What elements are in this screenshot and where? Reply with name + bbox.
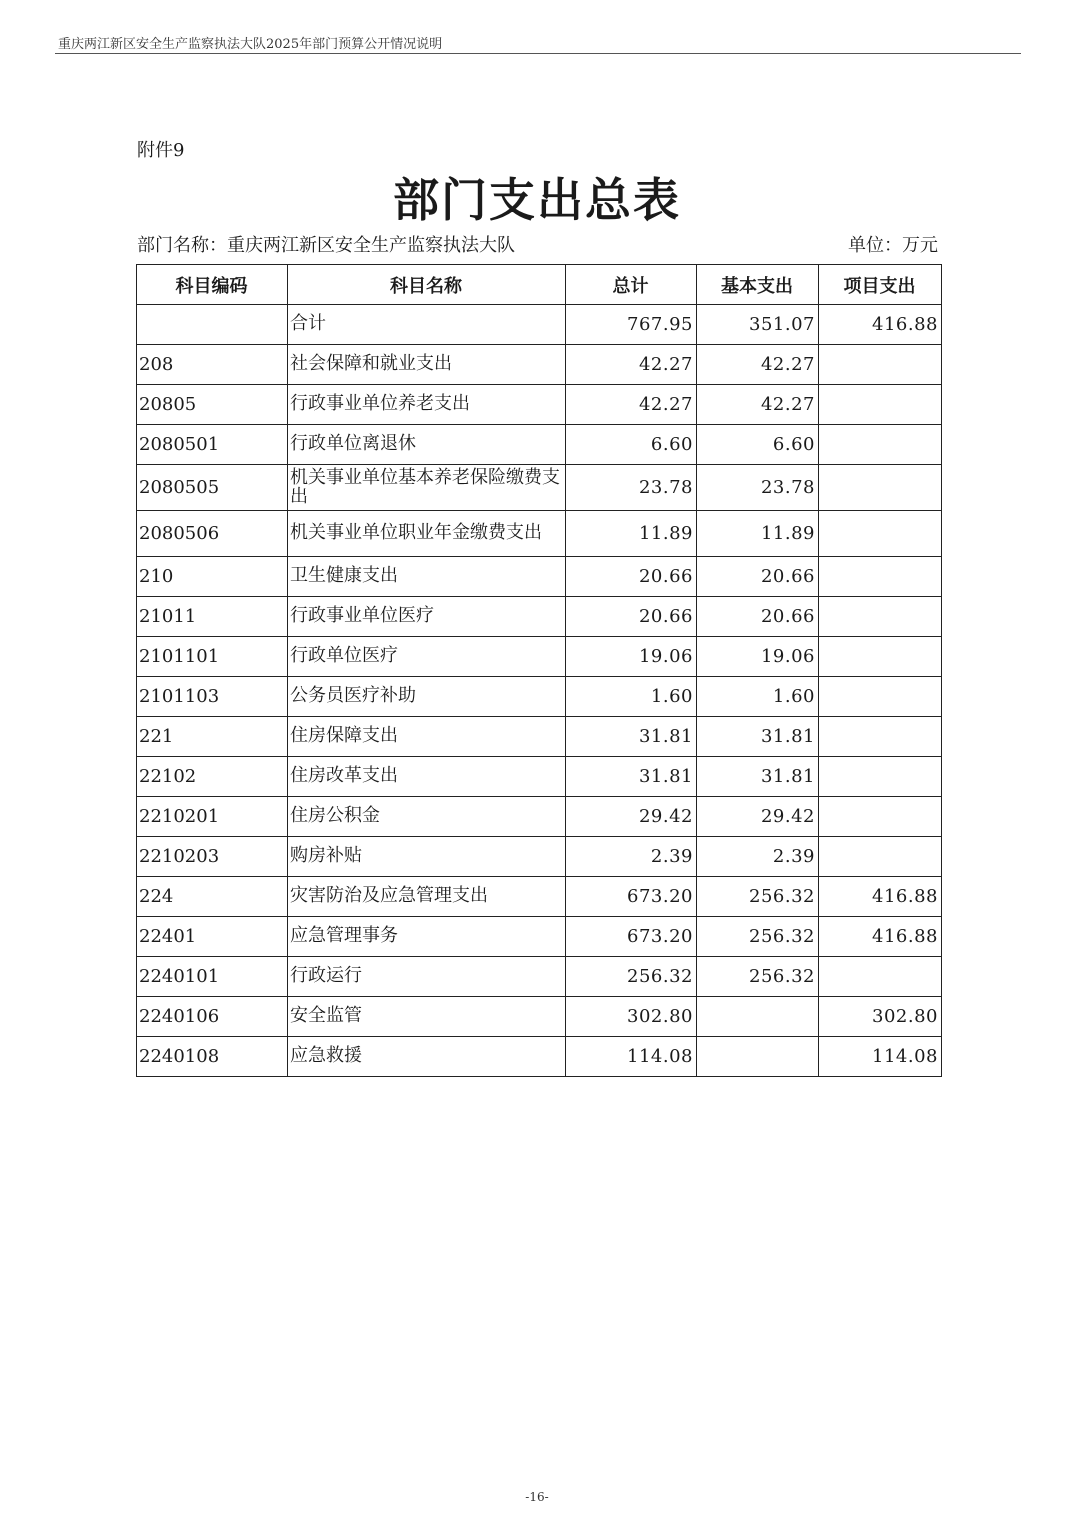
project-cell <box>819 957 942 997</box>
name-cell: 购房补贴 <box>288 837 566 877</box>
table-row <box>137 837 942 877</box>
table-row <box>137 557 942 597</box>
code-cell: 20805 <box>137 385 288 425</box>
header-name: 科目名称 <box>288 265 566 305</box>
code-cell: 224 <box>137 877 288 917</box>
expense-table <box>136 264 942 1077</box>
name-cell: 机关事业单位基本养老保险缴费支出 <box>288 465 566 511</box>
project-cell <box>819 637 942 677</box>
name-cell: 合计 <box>288 305 566 345</box>
total-cell: 31.81 <box>566 757 697 797</box>
project-cell <box>819 385 942 425</box>
project-cell <box>819 797 942 837</box>
name-cell: 住房改革支出 <box>288 757 566 797</box>
name-cell: 公务员医疗补助 <box>288 677 566 717</box>
table-row <box>137 511 942 557</box>
table-row <box>137 917 942 957</box>
project-cell <box>819 557 942 597</box>
table-row <box>137 385 942 425</box>
total-cell: 11.89 <box>566 511 697 557</box>
basic-cell: 1.60 <box>697 677 819 717</box>
basic-cell: 42.27 <box>697 345 819 385</box>
name-cell: 社会保障和就业支出 <box>288 345 566 385</box>
code-cell: 210 <box>137 557 288 597</box>
table-row <box>137 717 942 757</box>
code-cell: 2080506 <box>137 511 288 557</box>
total-cell: 19.06 <box>566 637 697 677</box>
table-row <box>137 637 942 677</box>
project-cell <box>819 717 942 757</box>
page-title: 部门支出总表 <box>393 173 681 227</box>
page-number: -16- <box>525 1490 549 1504</box>
code-cell <box>137 305 288 345</box>
basic-cell: 23.78 <box>697 465 819 511</box>
total-cell: 673.20 <box>566 877 697 917</box>
table-row <box>137 957 942 997</box>
code-cell: 2240101 <box>137 957 288 997</box>
name-cell: 行政运行 <box>288 957 566 997</box>
basic-cell: 11.89 <box>697 511 819 557</box>
basic-cell: 31.81 <box>697 757 819 797</box>
table-row <box>137 1037 942 1077</box>
header-basic: 基本支出 <box>697 265 819 305</box>
basic-cell: 351.07 <box>697 305 819 345</box>
unit-label: 单位：万元 <box>848 235 938 256</box>
total-cell: 42.27 <box>566 385 697 425</box>
table-row <box>137 797 942 837</box>
department-name: 部门名称：重庆两江新区安全生产监察执法大队 <box>137 235 515 256</box>
table-row <box>137 677 942 717</box>
project-cell <box>819 465 942 511</box>
basic-cell: 2.39 <box>697 837 819 877</box>
table-row <box>137 757 942 797</box>
basic-cell: 31.81 <box>697 717 819 757</box>
code-cell: 2080501 <box>137 425 288 465</box>
project-cell <box>819 677 942 717</box>
table-row <box>137 597 942 637</box>
code-cell: 22102 <box>137 757 288 797</box>
table-row <box>137 345 942 385</box>
project-cell <box>819 597 942 637</box>
name-cell: 住房公积金 <box>288 797 566 837</box>
table-row <box>137 877 942 917</box>
project-cell: 416.88 <box>819 305 942 345</box>
code-cell: 221 <box>137 717 288 757</box>
name-cell: 灾害防治及应急管理支出 <box>288 877 566 917</box>
basic-cell: 256.32 <box>697 917 819 957</box>
table-body <box>137 305 942 1077</box>
project-cell <box>819 757 942 797</box>
total-cell: 673.20 <box>566 917 697 957</box>
basic-cell: 19.06 <box>697 637 819 677</box>
total-cell: 20.66 <box>566 597 697 637</box>
basic-cell: 20.66 <box>697 557 819 597</box>
basic-cell: 256.32 <box>697 877 819 917</box>
basic-cell <box>697 997 819 1037</box>
header-divider <box>55 53 1021 54</box>
total-cell: 302.80 <box>566 997 697 1037</box>
header-code: 科目编码 <box>137 265 288 305</box>
running-header: 重庆两江新区安全生产监察执法大队2025年部门预算公开情况说明 <box>58 37 443 52</box>
basic-cell: 42.27 <box>697 385 819 425</box>
name-cell: 应急管理事务 <box>288 917 566 957</box>
code-cell: 2101103 <box>137 677 288 717</box>
total-cell: 20.66 <box>566 557 697 597</box>
basic-cell: 256.32 <box>697 957 819 997</box>
attachment-label: 附件9 <box>137 140 185 161</box>
total-cell: 2.39 <box>566 837 697 877</box>
total-cell: 6.60 <box>566 425 697 465</box>
project-cell <box>819 425 942 465</box>
total-cell: 256.32 <box>566 957 697 997</box>
name-cell: 行政单位离退休 <box>288 425 566 465</box>
basic-cell: 20.66 <box>697 597 819 637</box>
header-project: 项目支出 <box>819 265 942 305</box>
total-cell: 767.95 <box>566 305 697 345</box>
project-cell: 416.88 <box>819 917 942 957</box>
name-cell: 行政单位医疗 <box>288 637 566 677</box>
table-header-row <box>137 265 942 305</box>
project-cell: 114.08 <box>819 1037 942 1077</box>
total-cell: 42.27 <box>566 345 697 385</box>
code-cell: 2101101 <box>137 637 288 677</box>
name-cell: 卫生健康支出 <box>288 557 566 597</box>
total-cell: 23.78 <box>566 465 697 511</box>
table-row <box>137 465 942 511</box>
project-cell: 416.88 <box>819 877 942 917</box>
table-row <box>137 305 942 345</box>
total-cell: 1.60 <box>566 677 697 717</box>
total-cell: 29.42 <box>566 797 697 837</box>
name-cell: 行政事业单位养老支出 <box>288 385 566 425</box>
basic-cell: 6.60 <box>697 425 819 465</box>
code-cell: 2080505 <box>137 465 288 511</box>
name-cell: 行政事业单位医疗 <box>288 597 566 637</box>
project-cell: 302.80 <box>819 997 942 1037</box>
name-cell: 安全监管 <box>288 997 566 1037</box>
total-cell: 114.08 <box>566 1037 697 1077</box>
code-cell: 21011 <box>137 597 288 637</box>
name-cell: 应急救援 <box>288 1037 566 1077</box>
table-row <box>137 425 942 465</box>
table-row <box>137 997 942 1037</box>
code-cell: 2240106 <box>137 997 288 1037</box>
code-cell: 2210203 <box>137 837 288 877</box>
basic-cell: 29.42 <box>697 797 819 837</box>
code-cell: 22401 <box>137 917 288 957</box>
meta-row <box>137 231 940 257</box>
project-cell <box>819 511 942 557</box>
project-cell <box>819 345 942 385</box>
code-cell: 2210201 <box>137 797 288 837</box>
project-cell <box>819 837 942 877</box>
code-cell: 2240108 <box>137 1037 288 1077</box>
name-cell: 机关事业单位职业年金缴费支出 <box>288 511 566 557</box>
header-total: 总计 <box>566 265 697 305</box>
name-cell: 住房保障支出 <box>288 717 566 757</box>
code-cell: 208 <box>137 345 288 385</box>
basic-cell <box>697 1037 819 1077</box>
total-cell: 31.81 <box>566 717 697 757</box>
